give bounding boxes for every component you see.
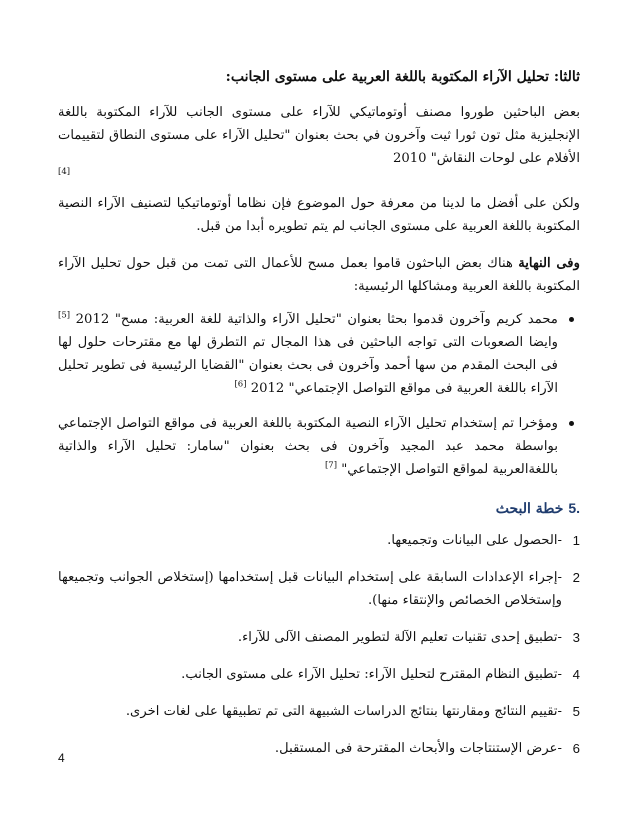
bullet-icon <box>569 317 574 322</box>
item-number: 3 <box>572 630 580 645</box>
list-item: محمد كريم وآخرون قدموا بحثا بعنوان "تحليل الآراء والذاتية للغة العربية: مسح" 2012 [5] وايضا الصعوبات التى تواجه الباحثين فى هذا المجال تم التطرق لها مع مقترحات حلول لها فى البحث المقدم من سها أحمد وآخرون فى بحث بعنوان "القضايا الرئيسية فى تطوير تحليل الآراء باللغة العربية فى مواقع التواصل الإجتماعي" 2012 [6] <box>58 308 580 400</box>
item-number: 5 <box>572 704 580 719</box>
list-item: ومؤخرا تم إستخدام تحليل الآراء النصية المكتوبة باللغة العربية فى مواقع التواصل الإجتماعي بواسطة محمد عبد المجيد وآخرون فى بحث بعنوان "سامار: تحليل الآراء والذاتية باللغةالعربية لمواقع التواصل الإجتماعي" [7] <box>58 412 580 481</box>
section-number: .5 <box>568 500 580 516</box>
list-item: 4 -تطبيق النظام المقترح لتحليل الآراء: تحليل الآراء على مستوى الجانب. <box>58 663 580 686</box>
research-plan-list <box>58 529 580 760</box>
lead-phrase: وفى النهاية <box>518 256 580 271</box>
paragraph-text: بعض الباحثين طوروا مصنف أوتوماتيكي للآراء على مستوى الجانب للآراء المكتوبة باللغة الإنجليزية مثل تون ثورا ثيت وآخرون في بحث بعنوان "تحليل الآراء على مستوى النطاق لتقييمات الأفلام على لوحات النقاش" 2010 <box>58 105 580 166</box>
section-title-text: خطة البحث <box>495 501 564 517</box>
citation-ref: [7] <box>324 460 338 471</box>
list-item: 5 -تقييم النتائج ومقارنتها بنتائج الدراسات الشبيهة التى تم تطبيقها على لغات اخرى. <box>58 700 580 723</box>
item-number: 1 <box>572 533 580 548</box>
item-number: 6 <box>572 741 580 756</box>
survey-list <box>58 308 580 481</box>
paragraph-survey <box>58 252 580 298</box>
citation-ref: [4] <box>58 167 71 177</box>
item-number: 2 <box>572 570 580 585</box>
paragraph-prior-work <box>58 101 580 170</box>
list-item: 6 -عرض الإستنتاجات والأبحاث المقترحة فى المستقبل. <box>58 737 580 760</box>
section-heading: ثالثا: تحليل الآراء المكتوبة باللغة العربية على مستوى الجانب: <box>225 69 580 85</box>
item-number: 4 <box>572 667 580 682</box>
list-item: 3 -تطبيق إحدى تقنيات تعليم الآلة لتطوير المصنف الآلى للآراء. <box>58 626 580 649</box>
section-title <box>58 497 580 521</box>
page-number: 4 <box>58 751 65 765</box>
citation-ref: [5] <box>58 310 71 321</box>
paragraph-text: هناك بعض الباحثون قاموا بعمل مسح للأعمال التى تمت من قبل حول تحليل الآراء المكتوبة باللغة العربية ومشاكلها الرئيسية: <box>58 256 580 294</box>
bullet-icon <box>569 421 574 426</box>
paragraph-gap: ولكن على أفضل ما لدينا من معرفة حول الموضوع فإن نظاما أوتوماتيكيا لتصنيف الآراء النصية المكتوبة باللغة العربية على مستوى الجانب لم يتم تطويره أبدا من قبل. <box>58 196 580 234</box>
list-item: 2 -إجراء الإعدادات السابقة على إستخدام البيانات قبل إستخدامها (إستخلاص الجوانب وتجميعها وإستخلاص الخصائص والإنتقاء منها). <box>58 566 580 612</box>
citation-ref: [6] <box>234 379 247 390</box>
list-item: 1 -الحصول على البيانات وتجميعها. <box>58 529 580 552</box>
